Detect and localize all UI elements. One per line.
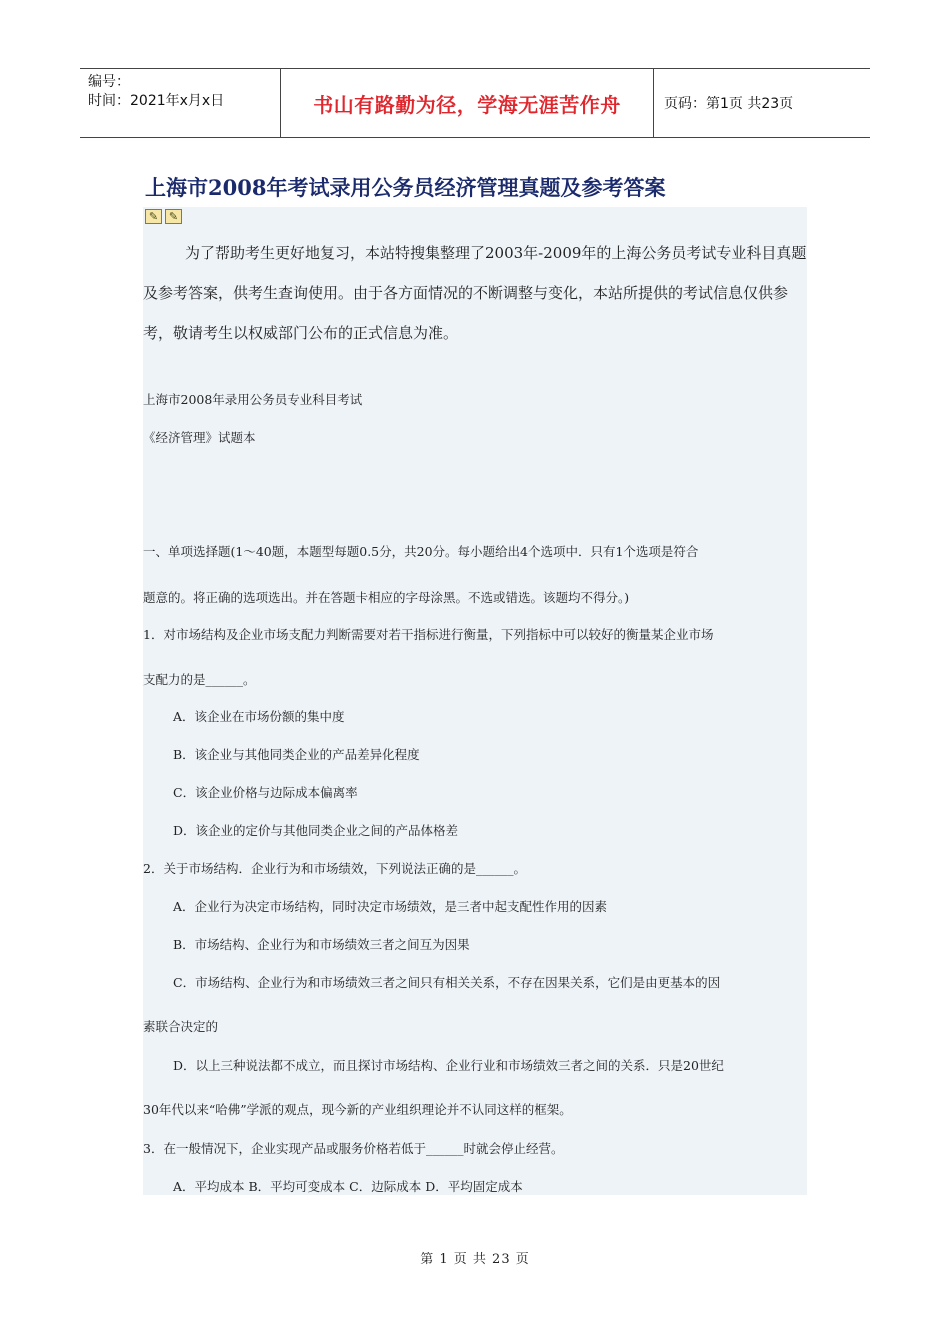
edit-icon[interactable]: ✎ [165,209,182,224]
booklet-name: 《经济管理》试题本 [143,430,256,445]
time-label: 时间：2021年x月x日 [88,93,225,109]
exam-name: 上海市2008年录用公务员专业科目考试 [143,392,363,407]
edit-icon[interactable]: ✎ [145,209,162,224]
question-2-option-c-line-2: 素联合决定的 [143,1019,219,1034]
question-2-option-d-line-2: 30年代以来“哈佛”学派的观点，现今新的产业组织理论并不认同这样的框架。 [143,1102,572,1117]
question-1-line-1: 1．对市场结构及企业市场支配力判断需要对若干指标进行衡量，下列指标中可以较好的衡量某企业市场 [143,627,714,642]
page-footer: 第 1 页 共 23 页 [420,1252,530,1267]
header-motto [280,69,654,137]
motto-text: 书山有路勤为径，学海无涯苦作舟 [313,92,621,117]
question-2-line-1: 2．关于市场结构．企业行为和市场绩效，下列说法正确的是______。 [143,861,526,876]
question-2-option-d-line-1: D．以上三种说法都不成立，而且探讨市场结构、企业行业和市场绩效三者之间的关系．只是20世纪 [173,1058,724,1073]
intro-paragraph: 为了帮助考生更好地复习，本站特搜集整理了2003年-2009年的上海公务员考试专业科目真题及参考答案，供考生查询使用。由于各方面情况的不断调整与变化，本站所提供的考试信息仅供参考，敬请考生以权威部门公布的正式信息为准。 [143,244,807,342]
question-1-option-d: D．该企业的定价与其他同类企业之间的产品体格差 [173,823,459,838]
question-1-option-b: B．该企业与其他同类企业的产品差异化程度 [173,747,420,762]
question-1-option-c: C．该企业价格与边际成本偏离率 [173,785,358,800]
header-meta [80,69,280,137]
question-2-option-a: A．企业行为决定市场结构，同时决定市场绩效，是三者中起支配性作用的因素 [173,899,608,914]
article-body [143,207,807,1195]
page-header [80,68,870,138]
section-intro-2: 题意的。将正确的选项选出。并在答题卡相应的字母涂黑。不选或错选。该题均不得分。) [143,590,630,605]
question-1-line-2: 支配力的是______。 [143,672,256,687]
question-2-option-b: B．市场结构、企业行为和市场绩效三者之间互为因果 [173,937,470,952]
question-3-line-1: 3．在一般情况下，企业实现产品或服务价格若低于______时就会停止经营。 [143,1141,564,1156]
question-2-option-c-line-1: C．市场结构、企业行为和市场绩效三者之间只有相关关系，不存在因果关系，它们是由更基本的因 [173,975,721,990]
toolbar-icons [145,209,182,224]
document-title: 上海市2008年考试录用公务员经济管理真题及参考答案 [145,175,666,200]
header-page-info [654,69,870,137]
question-3-options: A．平均成本 B．平均可变成本 C．边际成本 D．平均固定成本 [173,1179,523,1194]
question-1-option-a: A．该企业在市场份额的集中度 [173,709,345,724]
serial-label: 编号： [88,74,130,90]
section-intro-1: 一、单项选择题(1～40题，本题型每题0.5分，共20分。每小题给出4个选项中．只有1个选项是符合 [143,544,699,559]
page-info-text: 页码：第1页 共23页 [664,96,794,112]
